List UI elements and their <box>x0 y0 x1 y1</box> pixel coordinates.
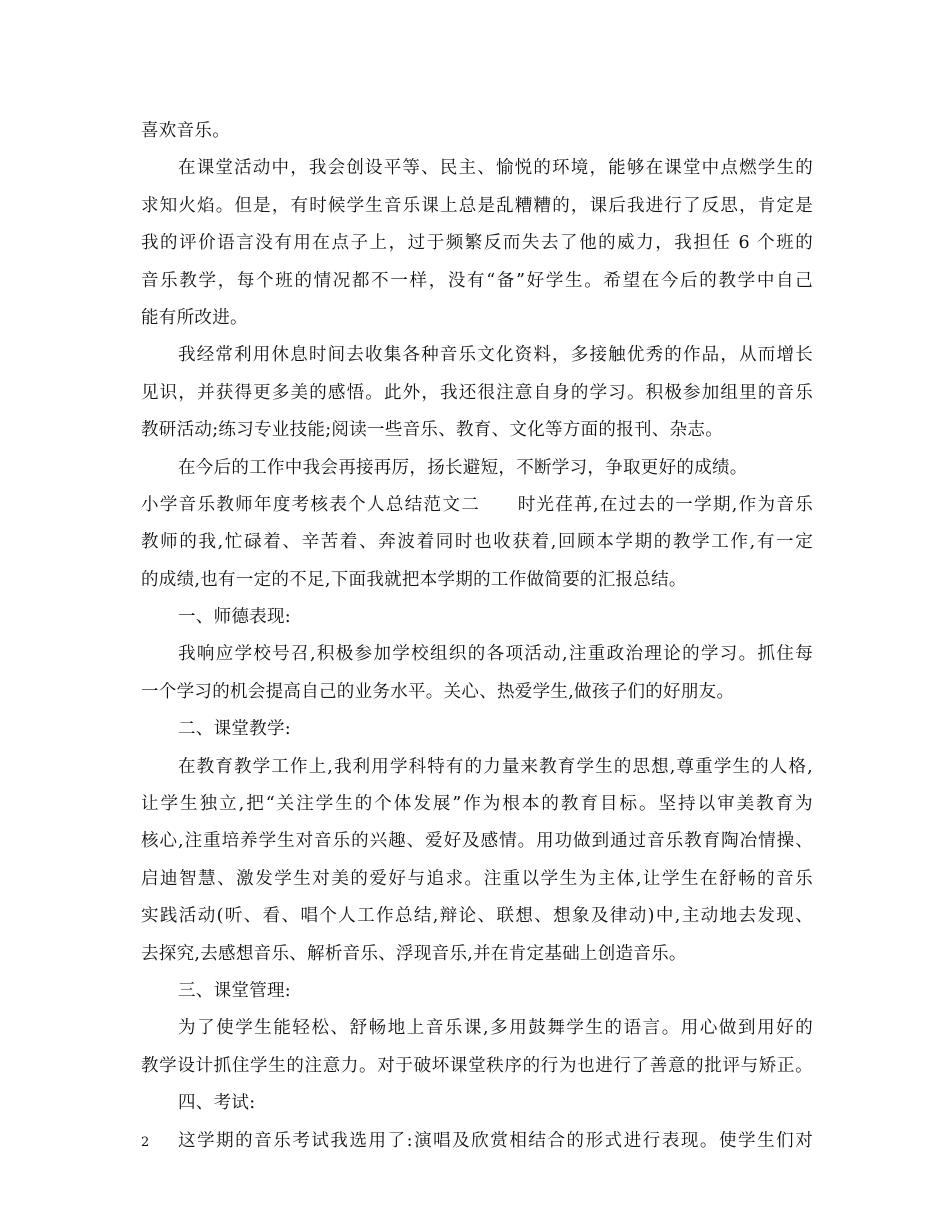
text-line: 求知火焰。但是，有时候学生音乐课上总是乱糟糟的，课后我进行了反思，肯定是 <box>141 195 813 216</box>
text-line: 这学期的音乐考试我选用了:演唱及欣赏相结合的形式进行表现。使学生们对 <box>178 1130 813 1151</box>
text-line: 教学设计抓住学生的注意力。对于破坏课堂秩序的行为也进行了善意的批评与矫正。 <box>141 1055 813 1076</box>
text-line: 在今后的工作中我会再接再厉，扬长避短，不断学习，争取更好的成绩。 <box>178 457 748 478</box>
text-line: 教师的我,忙碌着、辛苦着、奔波着同时也收获着,回顾本学期的教学工作,有一定 <box>141 532 813 553</box>
text-line: 能有所改进。 <box>141 307 248 328</box>
text-line: 见识，并获得更多美的感悟。此外，我还很注意自身的学习。积极参加组里的音乐 <box>141 382 813 403</box>
text-line: 教研活动;练习专业技能;阅读一些音乐、教育、文化等方面的报刊、杂志。 <box>141 420 723 441</box>
text-line: 核心,注重培养学生对音乐的兴趣、爱好及感情。用功做到通过音乐教育陶冶情操、 <box>141 831 813 852</box>
body-text <box>141 113 813 1160</box>
text-line: 我经常利用休息时间去收集各种音乐文化资料，多接触优秀的作品，从而增长 <box>178 345 813 366</box>
text-line: 在课堂活动中，我会创设平等、民主、愉悦的环境，能够在课堂中点燃学生的 <box>178 158 813 179</box>
text-line: 音乐教学，每个班的情况都不一样，没有“备”好学生。希望在今后的教学中自己 <box>141 270 813 291</box>
section-heading: 二、课堂教学: <box>178 719 291 740</box>
text-line: 在教育教学工作上,我利用学科特有的力量来教育学生的思想,尊重学生的人格, <box>178 756 813 777</box>
text-line: 我的评价语言没有用在点子上，过于频繁反而失去了他的威力，我担任 6 个班的 <box>141 233 813 254</box>
text-line: 小学音乐教师年度考核表个人总结范文二 时光荏苒,在过去的一学期,作为音乐 <box>141 494 813 515</box>
section-heading: 三、课堂管理: <box>178 980 291 1001</box>
text-line: 去探究,去感想音乐、解析音乐、浮现音乐,并在肯定基础上创造音乐。 <box>141 943 687 964</box>
text-line: 的成绩,也有一定的不足,下面我就把本学期的工作做简要的汇报总结。 <box>141 569 687 590</box>
section-heading: 四、考试: <box>178 1093 256 1114</box>
section-heading: 一、师德表现: <box>178 607 291 628</box>
text-line: 一个学习的机会提高自己的业务水平。关心、热爱学生,做孩子们的好朋友。 <box>141 681 735 702</box>
text-line: 实践活动(听、看、唱个人工作总结,辩论、联想、想象及律动)中,主动地去发现、 <box>141 906 813 927</box>
text-line: 启迪智慧、激发学生对美的爱好与追求。注重以学生为主体,让学生在舒畅的音乐 <box>141 868 813 889</box>
text-line: 为了使学生能轻松、舒畅地上音乐课,多用鼓舞学生的语言。用心做到用好的 <box>178 1018 813 1039</box>
page-number: 2 <box>141 1135 150 1150</box>
text-line: 我响应学校号召,积极参加学校组织的各项活动,注重政治理论的学习。抓住每 <box>178 644 813 665</box>
text-line: 喜欢音乐。 <box>141 121 230 141</box>
text-line: 让学生独立,把“关注学生的个体发展”作为根本的教育目标。坚持以审美教育为 <box>141 794 813 815</box>
